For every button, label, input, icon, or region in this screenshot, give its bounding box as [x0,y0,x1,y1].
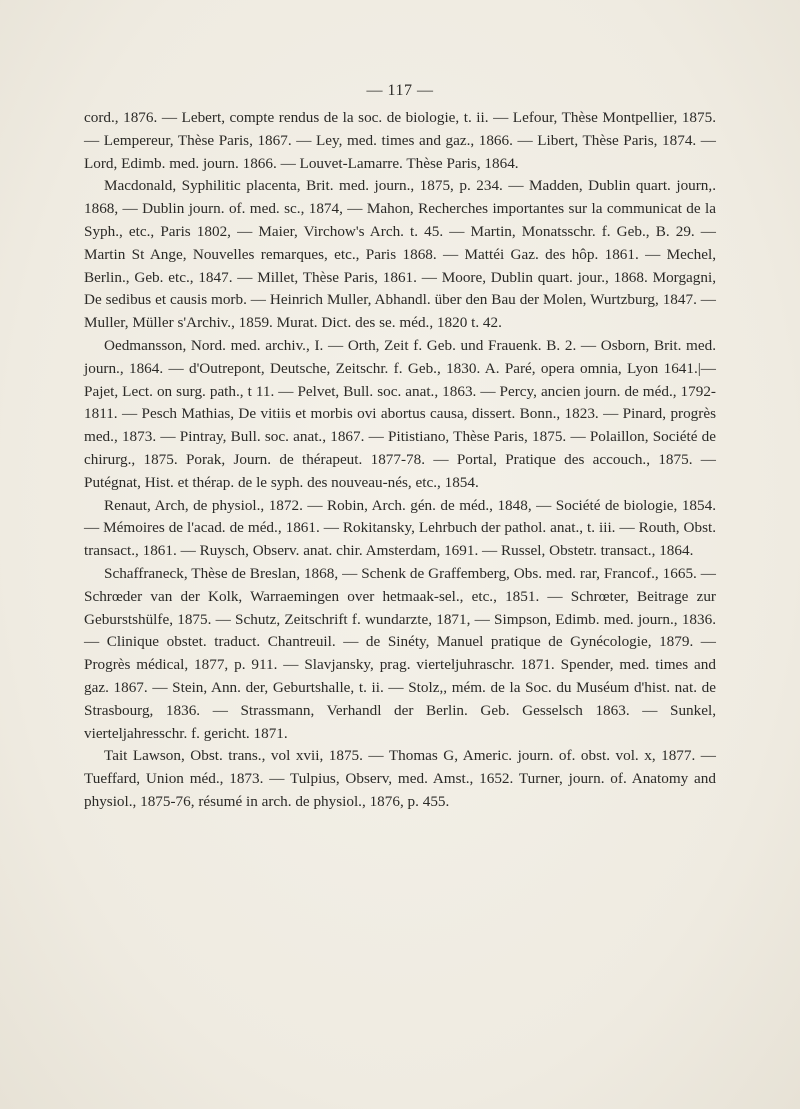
bibliography-paragraph-l: cord., 1876. — Lebert, compte rendus de la soc. de biologie, t. ii. — Lefour, Thèse Montpellier, 1875. — Lempereur, Thèse Paris, 1867. — Ley, med. times and gaz., 1866. — Libert, Thèse Paris, 1874. — Lord, Edimb. med. journ. 1866. — Louvet-Lamarre. Thèse Paris, 1864. [84,109,716,172]
bibliography-paragraph-r: Renaut, Arch, de physiol., 1872. — Robin, Arch. gén. de méd., 1848, — Société de biologie, 1854. — Mémoires de l'acad. de méd., 1861. — Rokitansky, Lehrbuch der pathol. anat., t. iii. — Routh, Obst. transact., 1861. — Ruysch, Observ. anat. chir. Amsterdam, 1691. — Russel, Obstetr. transact., 1864. [84,496,716,560]
bibliography-paragraph-m: Macdonald, Syphilitic placenta, Brit. med. journ., 1875, p. 234. — Madden, Dublin quart. journ,. 1868, — Dublin journ. of. med. sc., 1874, — Mahon, Recherches importantes sur la communicat de la Syph., etc., Paris 1802, — Maier, Virchow's Arch. t. 45. — Martin, Monatsschr. f. Geb., B. 29. — Martin St Ange, Nouvelles remarques, etc., Paris 1868. — Mattéi Gaz. des hôp. 1861. — Mechel, Berlin., Geb. etc., 1847. — Millet, Thèse Paris, 1861. — Moore, Dublin quart. jour., 1868. Morgagni, De sedibus et causis morb. — Heinrich Muller, Abhandl. über den Bau der Molen, Wurtzburg, 1847. — Muller, Müller s'Archiv., 1859. Murat. Dict. des se. méd., 1820 t. 42. [84,177,716,332]
bibliography-text [84,107,716,814]
page-number: — 117 — [366,82,434,99]
bibliography-paragraph-t: Tait Lawson, Obst. trans., vol xvii, 1875. — Thomas G, Americ. journ. of. obst. vol. x, 1877. — Tueffard, Union méd., 1873. — Tulpius, Observ, med. Amst., 1652. Turner, journ. of. Anatomy and physiol., 1875-76, résumé in arch. de physiol., 1876, p. 455. [84,747,716,810]
bibliography-paragraph-s: Schaffraneck, Thèse de Breslan, 1868, — Schenk de Graffemberg, Obs. med. rar, Francof., 1665. — Schrœder van der Kolk, Warraemingen over hetmaak-sel., etc., 1851. — Schrœter, Beitrage zur Geburstshülfe, 1875. — Schutz, Zeitschrift f. wundarzte, 1871, — Simpson, Edimb. med. journ., 1836. — Clinique obstet. traduct. Chantreuil. — de Sinéty, Manuel pratique de Gynécologie, 1879. — Progrès médical, 1877, p. 911. — Slavjansky, prag. vierteljuhraschr. 1871. Spender, med. times and gaz. 1867. — Stein, Ann. der, Geburtshalle, t. ii. — Stolz,, mém. de la Soc. du Muséum d'hist. nat. de Strasbourg, 1836. — Strassmann, Verhandl der Berlin. Geb. Gesselsch 1863. — Sunkel, vierteljahresschr. f. gericht. 1871. [84,564,716,742]
bibliography-paragraph-o-p: Oedmansson, Nord. med. archiv., I. — Orth, Zeit f. Geb. und Frauenk. B. 2. — Osborn, Brit. med. journ., 1864. — d'Outrepont, Deutsche, Zeitschr. f. Geb., 1830. A. Paré, opera omnia, Lyon 1641.|— Pajet, Lect. on surg. path., t 11. — Pelvet, Bull. soc. anat., 1863. — Percy, ancien journ. de méd., 1792-1811. — Pesch Mathias, De vitiis et morbis ovi abortus causa, dissert. Bonn., 1823. — Pinard, progrès med., 1873. — Pintray, Bull. soc. anat., 1867. — Pitistiano, Thèse Paris, 1875. — Polaillon, Société de chirurg., 1875. Porak, Journ. de thérapeut. 1877-78. — Portal, Pratique des accouch., 1875. — Putégnat, Hist. et thérap. de le syph. des nouveau-nés, etc., 1854. [84,336,716,491]
